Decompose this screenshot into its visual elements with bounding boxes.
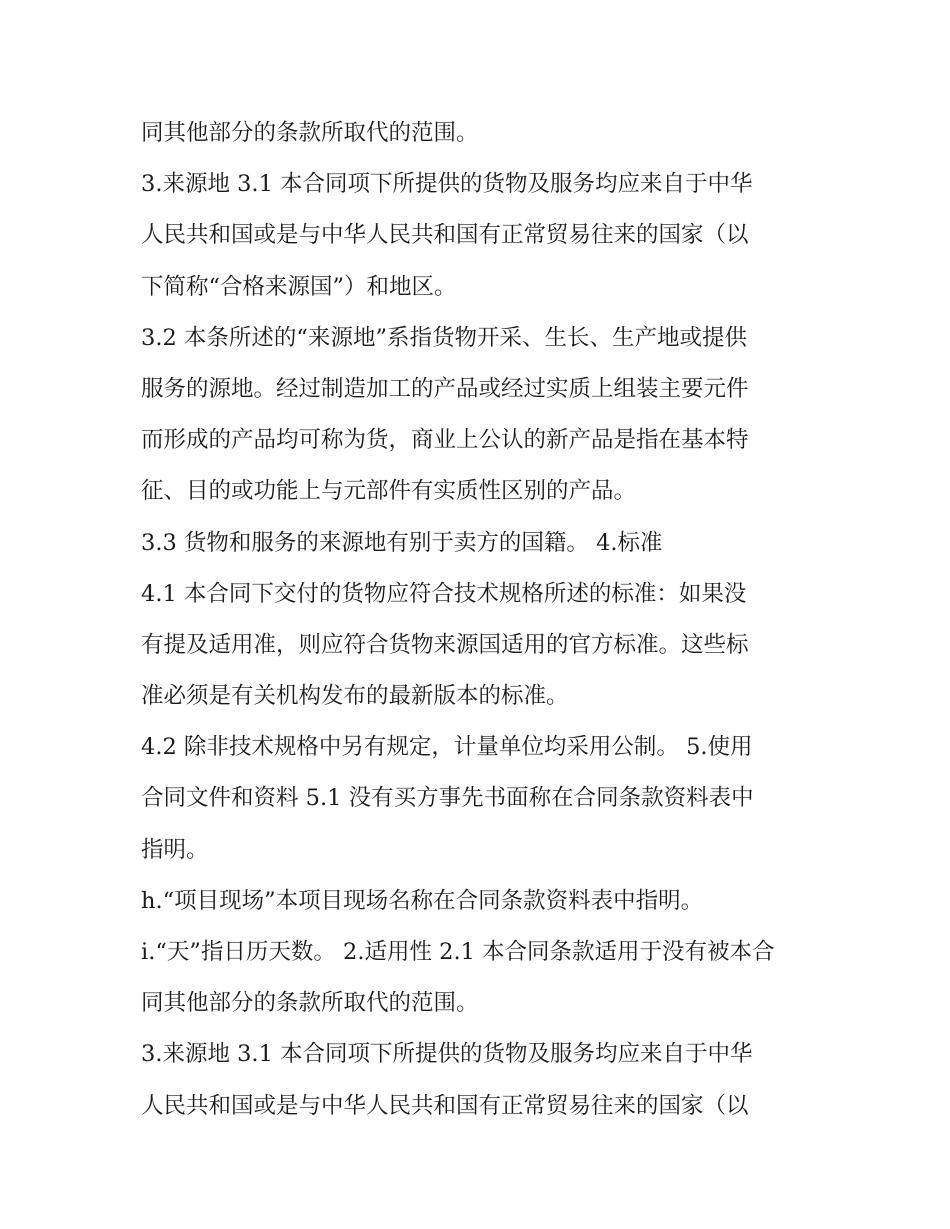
text-line: 有提及适用准，则应符合货物来源国适用的官方标准。这些标 [141,631,749,658]
text-line: 3.3 货物和服务的来源地有别于卖方的国籍。 4.标准 [141,529,663,556]
document-body [141,108,821,1132]
text-line: 而形成的产品均可称为货，商业上公认的新产品是指在基本特 [141,427,749,454]
text-line: 准必须是有关机构发布的最新版本的标准。 [141,683,569,710]
text-line: 3.来源地 3.1 本合同项下所提供的货物及服务均应来自于中华 [141,1041,753,1068]
text-line: 4.2 除非技术规格中另有规定，计量单位均采用公制。 5.使用 [141,734,753,761]
text-line: 指明。 [141,836,209,863]
text-line: 人民共和国或是与中华人民共和国有正常贸易往来的国家（以 [141,1092,749,1119]
text-line: 3.来源地 3.1 本合同项下所提供的货物及服务均应来自于中华 [141,171,753,198]
text-line: 同其他部分的条款所取代的范围。 [141,990,479,1017]
text-line: 4.1 本合同下交付的货物应符合技术规格所述的标准：如果没 [141,580,747,607]
text-line: 同其他部分的条款所取代的范围。 [141,120,479,146]
text-line: 下简称“合格来源国”）和地区。 [141,273,457,300]
text-line: 合同文件和资料 5.1 没有买方事先书面称在合同条款资料表中 [141,785,754,812]
text-line: 征、目的或功能上与元部件有实质性区别的产品。 [141,478,637,505]
text-line: 人民共和国或是与中华人民共和国有正常贸易往来的国家（以 [141,222,749,249]
text-line: i.“天”指日历天数。 2.适用性 2.1 本合同条款适用于没有被本合 [141,939,775,965]
text-line: h.“项目现场”本项目现场名称在合同条款资料表中指明。 [141,887,704,914]
text-line: 3.2 本条所述的“来源地”系指货物开采、生长、生产地或提供 [141,324,747,351]
text-line: 服务的源地。经过制造加工的产品或经过实质上组装主要元件 [141,375,749,402]
